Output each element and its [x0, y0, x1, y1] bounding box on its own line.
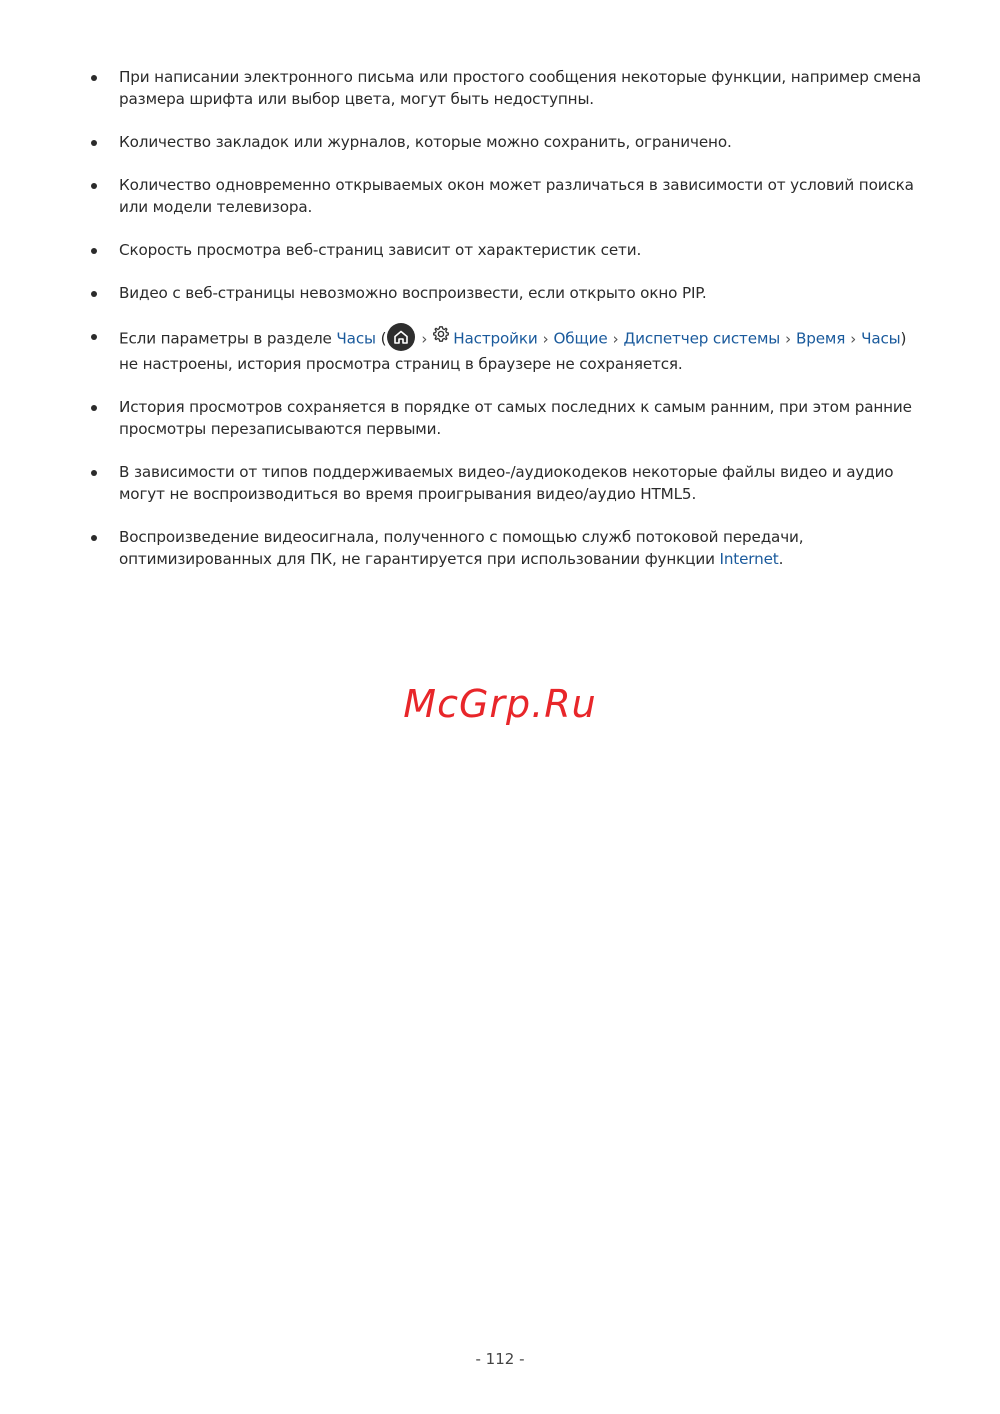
- bullet-text: ) не настроены, история просмотра страниц в браузере не сохраняется.: [119, 329, 907, 373]
- bullet-text: Если параметры в разделе: [119, 329, 337, 348]
- bullet-text: Воспроизведение видеосигнала, полученного с помощью служб потоковой передачи, оптимизированных для ПК, не гарантируется при использовании функции: [119, 528, 804, 568]
- bullet-dot: [91, 334, 97, 340]
- list-item: [88, 174, 928, 218]
- gear-icon: [432, 325, 450, 349]
- bullet-dot: [91, 140, 97, 146]
- settings-link[interactable]: Настройки: [453, 329, 538, 348]
- list-item: [88, 396, 928, 440]
- list-item: [88, 66, 928, 110]
- bullet-text: При написании электронного письма или простого сообщения некоторые функции, например смена размера шрифта или выбор цвета, могут быть недоступны.: [119, 68, 921, 108]
- chevron-right-icon: ›: [542, 329, 549, 348]
- chevron-right-icon: ›: [612, 329, 619, 348]
- page-number: - 112 -: [475, 1350, 525, 1368]
- open-paren: (: [375, 329, 387, 348]
- watermark: McGrp.Ru: [403, 682, 597, 726]
- internet-link[interactable]: Internet: [719, 550, 779, 568]
- chevron-right-icon: ›: [421, 329, 428, 348]
- list-item: [88, 131, 928, 153]
- bullet-list: [88, 66, 928, 591]
- list-item: [88, 461, 928, 505]
- home-icon: [387, 323, 415, 351]
- bullet-dot: [91, 183, 97, 189]
- bullet-dot: [91, 248, 97, 254]
- list-item-clock-settings: [88, 325, 928, 375]
- bullet-dot: [91, 535, 97, 541]
- list-item: [88, 526, 928, 570]
- bullet-text-end: .: [778, 550, 784, 568]
- bullet-dot: [91, 405, 97, 411]
- bullet-text: История просмотров сохраняется в порядке от самых последних к самым ранним, при этом ранние просмотры перезаписываются первыми.: [119, 398, 912, 438]
- clock-link-end[interactable]: Часы: [861, 329, 901, 348]
- system-manager-link[interactable]: Диспетчер системы: [623, 329, 781, 348]
- list-item: [88, 239, 928, 261]
- bullet-text: В зависимости от типов поддерживаемых видео-/аудиокодеков некоторые файлы видео и аудио могут не воспроизводиться во время проигрывания видео/аудио HTML5.: [119, 463, 894, 503]
- bullet-text: Количество закладок или журналов, которые можно сохранить, ограничено.: [119, 133, 732, 151]
- bullet-text: Количество одновременно открываемых окон может различаться в зависимости от условий поиска или модели телевизора.: [119, 176, 914, 216]
- clock-link[interactable]: Часы: [336, 329, 376, 348]
- bullet-dot: [91, 291, 97, 297]
- time-link[interactable]: Время: [795, 329, 846, 348]
- bullet-text: Видео с веб-страницы невозможно воспроизвести, если открыто окно PIP.: [119, 284, 707, 302]
- list-item: [88, 282, 928, 304]
- chevron-right-icon: ›: [785, 329, 791, 348]
- bullet-dot: [91, 470, 97, 476]
- general-link[interactable]: Общие: [553, 329, 608, 348]
- bullet-dot: [91, 75, 97, 81]
- bullet-text: Скорость просмотра веб-страниц зависит от характеристик сети.: [119, 241, 642, 259]
- chevron-right-icon: ›: [850, 329, 857, 348]
